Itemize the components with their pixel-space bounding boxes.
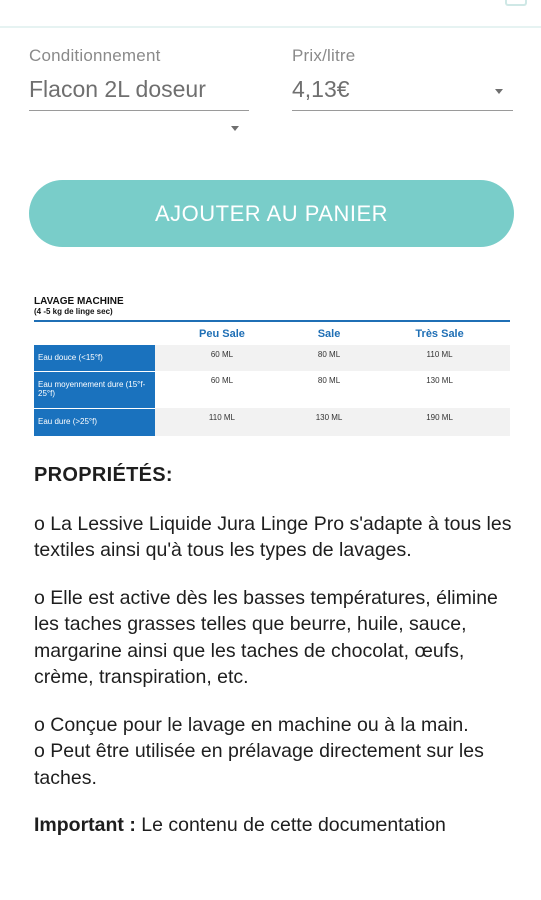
top-bar [0,0,541,28]
wash-table-title: LAVAGE MACHINE [34,296,124,307]
menu-icon[interactable] [505,0,527,6]
row-label: Eau douce (<15°f) [34,345,155,371]
wash-table-grid [34,322,510,436]
wash-table-corner [34,322,155,345]
table-cell: 190 ML [369,408,510,436]
table-cell: 80 ML [289,345,369,371]
prix-value: 4,13€ [292,76,350,102]
conditionnement-label: Conditionnement [29,46,161,65]
column-header: Très Sale [415,327,464,340]
product-description [34,462,514,860]
prix-dropdown[interactable] [292,74,513,111]
wash-table-subtitle: (4 -5 kg de linge sec) [34,307,113,316]
important-text: Le contenu de cette documentation [135,814,446,836]
table-cell: 130 ML [289,408,369,436]
washing-dosage-table [34,296,510,426]
wash-table-header [34,322,510,345]
important-paragraph [34,812,514,839]
prix-select[interactable] [292,46,513,111]
table-cell: 60 ML [155,345,289,371]
chevron-down-icon [495,89,503,94]
table-cell: 60 ML [155,371,289,408]
important-label: Important : [34,814,136,836]
conditionnement-value: Flacon 2L doseur [29,76,206,102]
property-paragraph: o Peut être utilisée en prélavage directement sur les taches. [34,740,484,789]
table-cell: 110 ML [155,408,289,436]
table-row [34,371,510,408]
property-paragraph: o Elle est active dès les basses températures, élimine les taches grasses telles que beurre, huile, sauce, margarine ainsi que les taches de chocolat, œufs, crème, transpiration, etc. [34,586,498,688]
table-cell: 110 ML [369,345,510,371]
table-row [34,345,510,371]
chevron-down-icon [231,126,239,131]
conditionnement-dropdown[interactable] [29,74,249,111]
conditionnement-select[interactable] [29,46,249,111]
table-cell: 130 ML [369,371,510,408]
prix-label: Prix/litre [292,46,356,65]
property-paragraph: o La Lessive Liquide Jura Linge Pro s'adapte à tous les textiles ainsi qu'à tous les types de lavages. [34,512,512,561]
table-cell: 80 ML [289,371,369,408]
table-row [34,408,510,436]
row-label: Eau moyennement dure (15°f-25°f) [34,371,155,408]
properties-heading: PROPRIÉTÉS: [34,464,173,486]
column-header: Sale [317,327,341,340]
row-label: Eau dure (>25°f) [34,408,155,436]
property-paragraph: o Conçue pour le lavage en machine ou à la main. [34,713,469,736]
add-to-cart-button[interactable]: AJOUTER AU PANIER [29,180,514,247]
column-header: Peu Sale [199,327,245,340]
